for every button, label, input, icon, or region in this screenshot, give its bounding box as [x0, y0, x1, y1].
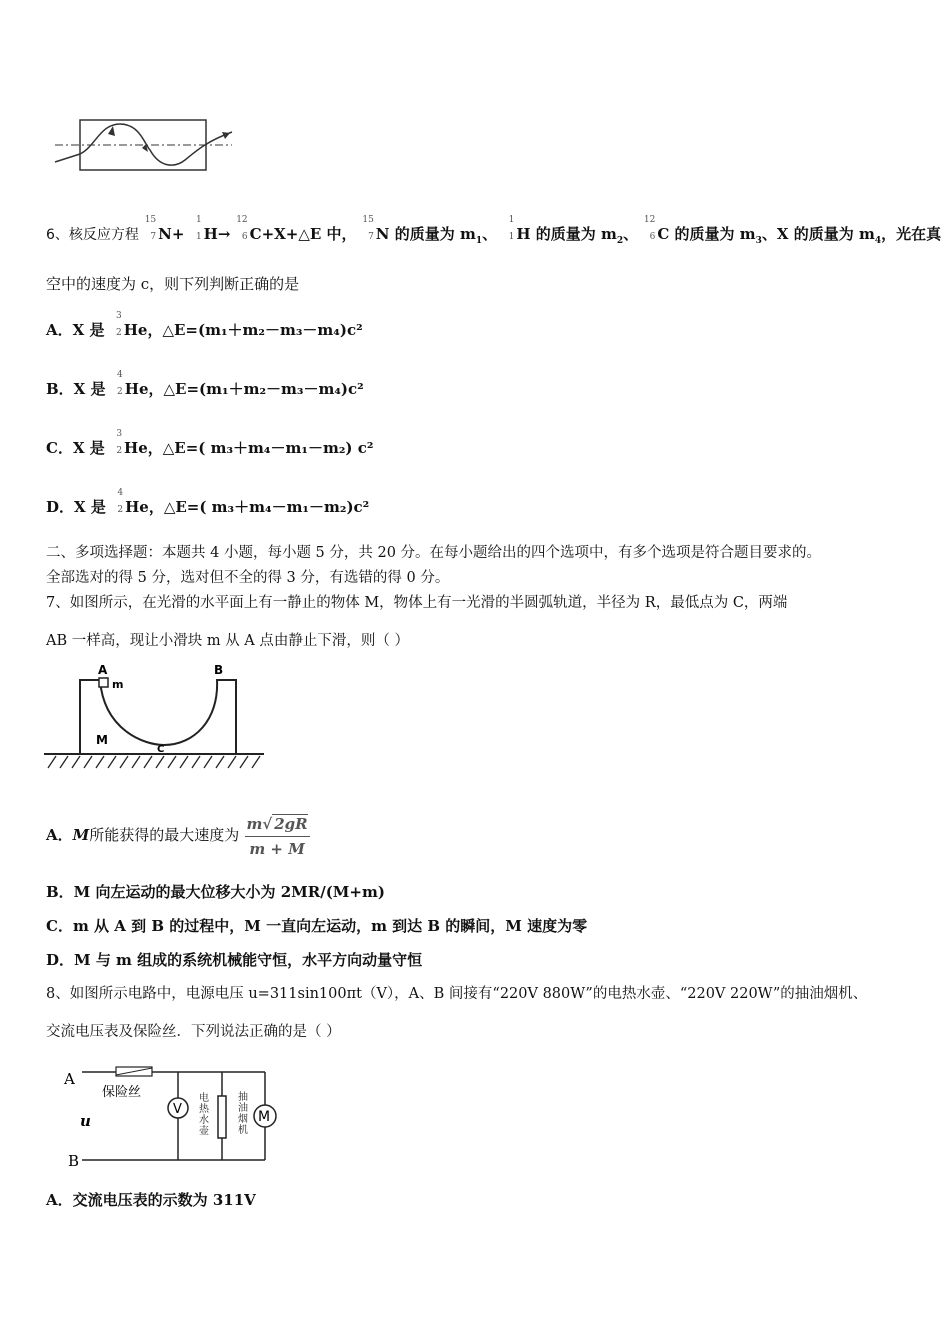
sine-wave-box-figure — [50, 112, 240, 182]
q6-option-c: C．X 是 3 2 He，△E=( m₃＋m₄－m₁－m₂) c² — [46, 429, 374, 457]
frac-den: m + M — [249, 839, 305, 858]
q6-option-d: D．X 是 4 2 He，△E=( m₃＋m₄－m₁－m₂)c² — [46, 488, 370, 516]
x-mass-text: 、X 的质量为 m — [761, 225, 875, 243]
c-symbol: C+X+△E 中， — [249, 225, 357, 243]
c-mass-text: C 的质量为 m — [657, 225, 756, 243]
h1-isotope: 1 1 — [195, 215, 202, 242]
label-M: M — [96, 733, 108, 747]
q7-option-d: D．M 与 m 组成的系统机械能守恒，水平方向动量守恒 — [46, 951, 423, 969]
h-symbol: H→ — [203, 225, 231, 243]
q8-option-a: A．交流电压表的示数为 311V — [46, 1191, 256, 1209]
q6-option-a: A．X 是 3 2 He，△E=(m₁＋m₂－m₃－m₄)c² — [46, 311, 363, 339]
q8-line2: 交流电压表及保险丝．下列说法正确的是（ ） — [46, 1024, 341, 1040]
label-m: m — [112, 678, 124, 691]
fuse-label: 保险丝 — [102, 1085, 142, 1100]
q7-option-a-fraction: $\frac{m√ 2gR}{m + M}$ — [246, 814, 308, 858]
voltmeter-label: V — [173, 1102, 182, 1117]
q6-option-b: B．X 是 4 2 He，△E=(m₁＋m₂－m₃－m₄)c² — [46, 370, 364, 398]
circuit-label-b: B — [68, 1152, 80, 1170]
q6-prefix: 6、核反应方程 — [46, 227, 139, 243]
n15b-isotope: 15 7 — [362, 215, 374, 242]
label-c: C — [157, 744, 165, 755]
q7-line2: AB 一样高，现让小滑块 m 从 A 点由静止下滑，则（ ） — [46, 633, 410, 649]
kettle-label: 电热水壶 — [199, 1093, 209, 1137]
q8-line1: 8、如图所示电路中，电源电压 u=311sin100πt（V），A、B 间接有“220V 880W”的电热水壶、“220V 220W”的抽油烟机、 — [46, 986, 868, 1002]
n15-isotope: 15 7 — [144, 215, 157, 242]
circuit-label-a: A — [64, 1070, 75, 1088]
q6-line1: 6、核反应方程 15 7 N+ 1 1 H→ 12 6 C+X+△E 中， 15 7 N 的质量为 $m_1$、 1 1 H 的质量为 $m_2$、 12 6 C 的质量为 $m_3$、X 的质量为 $m_4$，光在真 — [46, 215, 942, 246]
circuit-label-u: u — [80, 1112, 91, 1130]
label-b: B — [214, 663, 224, 677]
c12-isotope: 12 6 — [236, 215, 248, 242]
frac-num-m: m — [246, 814, 263, 833]
section2-line2: 全部选对的得 5 分，选对但不全的得 3 分，有选错的得 0 分。 — [46, 570, 450, 586]
kettle-resistor-symbol — [218, 1096, 226, 1138]
q7-option-c: C．m 从 A 到 B 的过程中，M 一直向左运动，m 到达 B 的瞬间，M 速度为零 — [46, 917, 588, 935]
section2-line1: 二、多项选择题：本题共 4 小题，每小题 5 分，共 20 分。在每小题给出的四个选项中，有多个选项是符合题目要求的。 — [46, 545, 822, 561]
motor-label: M — [258, 1109, 271, 1125]
n-mass-text: N 的质量为 m — [375, 225, 476, 243]
h-mass-text: H 的质量为 m — [516, 225, 617, 243]
label-a: A — [98, 663, 108, 677]
q6-line2: 空中的速度为 c，则下列判断正确的是 — [46, 275, 300, 293]
frac-num-radicand: 2gR — [274, 814, 308, 833]
q7-line1: 7、如图所示，在光滑的水平面上有一静止的物体 M，物体上有一光滑的半圆弧轨道，半径为 R，最低点为 C，两端 — [46, 595, 788, 611]
hood-label: 抽油烟机 — [238, 1092, 248, 1136]
h1b-isotope: 1 1 — [508, 215, 515, 242]
half-circle-track-figure — [44, 660, 266, 775]
q7-option-b: B．M 向左运动的最大位移大小为 2MR/(M+m) — [46, 883, 385, 901]
q7-option-a: A．M所能获得的最大速度为 $\frac{m√ 2gR}{m + M}$ — [46, 814, 308, 858]
n-symbol: N+ — [158, 225, 185, 243]
c12b-isotope: 12 6 — [643, 215, 656, 242]
